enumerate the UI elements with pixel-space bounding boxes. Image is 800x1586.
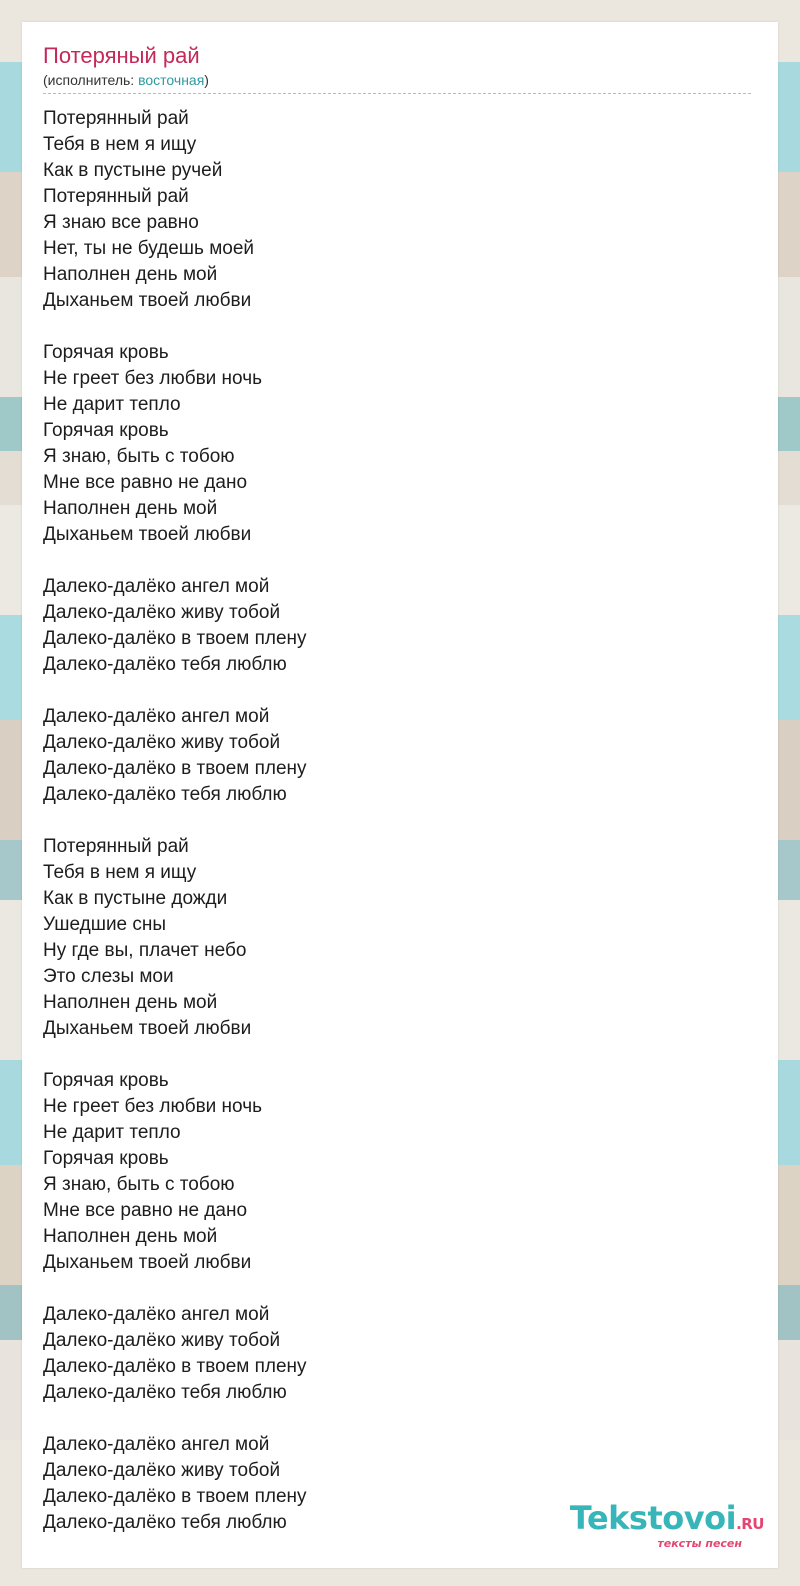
lyrics-stanza <box>43 574 758 678</box>
lyric-line: Потерянный рай <box>43 836 189 857</box>
lyrics-stanza <box>43 106 758 314</box>
lyric-line: Далеко-далёко ангел мой <box>43 706 270 727</box>
lyric-line: Тебя в нем я ищу <box>43 134 197 155</box>
lyric-line: Не дарит тепло <box>43 1122 181 1143</box>
lyric-line: Далеко-далёко ангел мой <box>43 576 270 597</box>
lyric-line: Далеко-далёко тебя люблю <box>43 1382 287 1403</box>
lyric-line: Далеко-далёко в твоем плену <box>43 1486 307 1507</box>
lyric-line: Далеко-далёко тебя люблю <box>43 1512 287 1533</box>
lyric-line: Горячая кровь <box>43 1070 169 1091</box>
lyric-line: Далеко-далёко живу тобой <box>43 1460 281 1481</box>
lyric-line: Я знаю все равно <box>43 212 199 233</box>
title-divider <box>43 93 751 94</box>
logo-tagline: тексты песен <box>657 1537 742 1550</box>
lyric-line: Горячая кровь <box>43 342 169 363</box>
lyric-line: Как в пустыне дожди <box>43 888 228 909</box>
lyric-line: Наполнен день мой <box>43 264 218 285</box>
lyric-line: Далеко-далёко тебя люблю <box>43 654 287 675</box>
lyric-line: Не греет без любви ночь <box>43 1096 263 1117</box>
lyrics-stanza <box>43 834 758 1042</box>
lyric-line: Мне все равно не дано <box>43 1200 248 1221</box>
lyrics-stanza <box>43 1302 758 1406</box>
logo-tld: .RU <box>736 1515 764 1533</box>
lyric-line: Далеко-далёко живу тобой <box>43 602 281 623</box>
lyric-line: Тебя в нем я ищу <box>43 862 197 883</box>
lyrics-body <box>43 106 758 1536</box>
artist-line <box>43 71 758 89</box>
logo-main-text: Tekstovoi <box>569 1499 737 1537</box>
lyric-line: Мне все равно не дано <box>43 472 248 493</box>
artist-suffix: ) <box>204 72 209 88</box>
lyric-line: Далеко-далёко в твоем плену <box>43 758 307 779</box>
artist-prefix: (исполнитель: <box>43 72 139 88</box>
lyric-line: Это слезы мои <box>43 966 174 987</box>
lyric-line: Ну где вы, плачет небо <box>43 940 247 961</box>
lyric-line: Не дарит тепло <box>43 394 181 415</box>
lyric-line: Наполнен день мой <box>43 992 218 1013</box>
lyric-line: Дыханьем твоей любви <box>43 524 252 545</box>
lyrics-stanza <box>43 704 758 808</box>
lyric-line: Ушедшие сны <box>43 914 167 935</box>
lyric-line: Наполнен день мой <box>43 498 218 519</box>
lyric-line: Потерянный рай <box>43 108 189 129</box>
lyric-line: Я знаю, быть с тобою <box>43 1174 235 1195</box>
lyric-line: Дыханьем твоей любви <box>43 1252 252 1273</box>
lyric-line: Не греет без любви ночь <box>43 368 263 389</box>
lyric-line: Далеко-далёко живу тобой <box>43 1330 281 1351</box>
lyrics-stanza <box>43 340 758 548</box>
lyric-line: Дыханьем твоей любви <box>43 290 252 311</box>
lyric-line: Горячая кровь <box>43 420 169 441</box>
tekstovoi-logo[interactable] <box>570 1501 764 1550</box>
lyric-line: Далеко-далёко в твоем плену <box>43 1356 307 1377</box>
lyric-line: Далеко-далёко живу тобой <box>43 732 281 753</box>
lyric-line: Горячая кровь <box>43 1148 169 1169</box>
lyric-line: Дыханьем твоей любви <box>43 1018 252 1039</box>
lyric-line: Далеко-далёко в твоем плену <box>43 628 307 649</box>
song-title: Потеряный рай <box>43 43 200 68</box>
lyric-line: Нет, ты не будешь моей <box>43 238 255 259</box>
logo-wordmark <box>570 1501 764 1541</box>
lyrics-card <box>22 22 778 1568</box>
lyric-line: Далеко-далёко тебя люблю <box>43 784 287 805</box>
lyrics-stanza <box>43 1068 758 1276</box>
lyric-line: Я знаю, быть с тобою <box>43 446 235 467</box>
lyric-line: Как в пустыне ручей <box>43 160 223 181</box>
lyric-line: Наполнен день мой <box>43 1226 218 1247</box>
artist-link[interactable]: восточная <box>138 72 205 88</box>
lyric-line: Далеко-далёко ангел мой <box>43 1434 270 1455</box>
lyric-line: Потерянный рай <box>43 186 189 207</box>
lyric-line: Далеко-далёко ангел мой <box>43 1304 270 1325</box>
